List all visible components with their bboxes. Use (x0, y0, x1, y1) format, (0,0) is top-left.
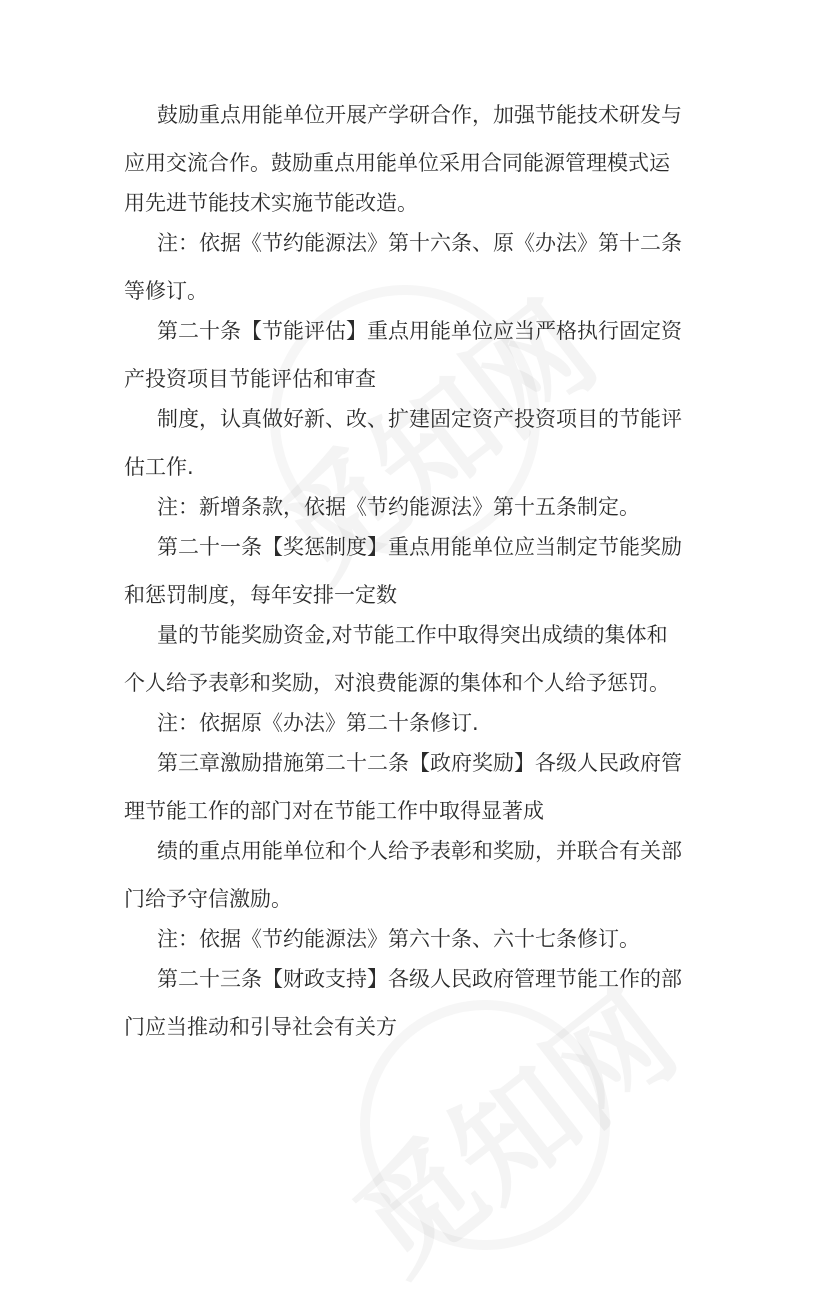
text-line: 注：依据原《办法》第二十条修订. (157, 711, 479, 735)
text-line: 估工作. (124, 455, 194, 479)
text-line: 个人给予表彰和奖励，对浪费能源的集体和个人给予惩罚。 (124, 671, 670, 695)
text-line: 应用交流合作。鼓励重点用能单位采用合同能源管理模式运 (124, 151, 670, 175)
text-line: 等修订。 (124, 279, 208, 303)
text-line: 产投资项目节能评估和审查 (124, 367, 376, 391)
document-body (124, 98, 714, 1050)
text-line: 鼓励重点用能单位开展产学研合作，加强节能技术研发与 (157, 103, 682, 127)
text-line: 注：依据《节约能源法》第六十条、六十七条修订。 (157, 927, 640, 951)
text-line: 门给予守信激励。 (124, 887, 292, 911)
text-line: 注：新增条款，依据《节约能源法》第十五条制定。 (157, 495, 640, 519)
text-line: 第二十三条【财政支持】各级人民政府管理节能工作的部 (157, 967, 682, 991)
text-line: 门应当推动和引导社会有关方 (124, 1015, 397, 1039)
text-line: 理节能工作的部门对在节能工作中取得显著成 (124, 799, 544, 823)
text-line: 量的节能奖励资金,对节能工作中取得突出成绩的集体和 (157, 623, 668, 647)
text-line: 第二十条【节能评估】重点用能单位应当严格执行固定资 (157, 319, 682, 343)
text-line: 第三章激励措施第二十二条【政府奖励】各级人民政府管 (157, 751, 682, 775)
text-line: 第二十一条【奖惩制度】重点用能单位应当制定节能奖励 (157, 535, 682, 559)
text-line: 注：依据《节约能源法》第十六条、原《办法》第十二条 (157, 231, 682, 255)
text-line: 用先进节能技术实施节能改造。 (124, 191, 418, 215)
text-line: 和惩罚制度，每年安排一定数 (124, 583, 397, 607)
text-line: 绩的重点用能单位和个人给予表彰和奖励，并联合有关部 (157, 839, 682, 863)
text-line: 制度，认真做好新、改、扩建固定资产投资项目的节能评 (157, 407, 682, 431)
